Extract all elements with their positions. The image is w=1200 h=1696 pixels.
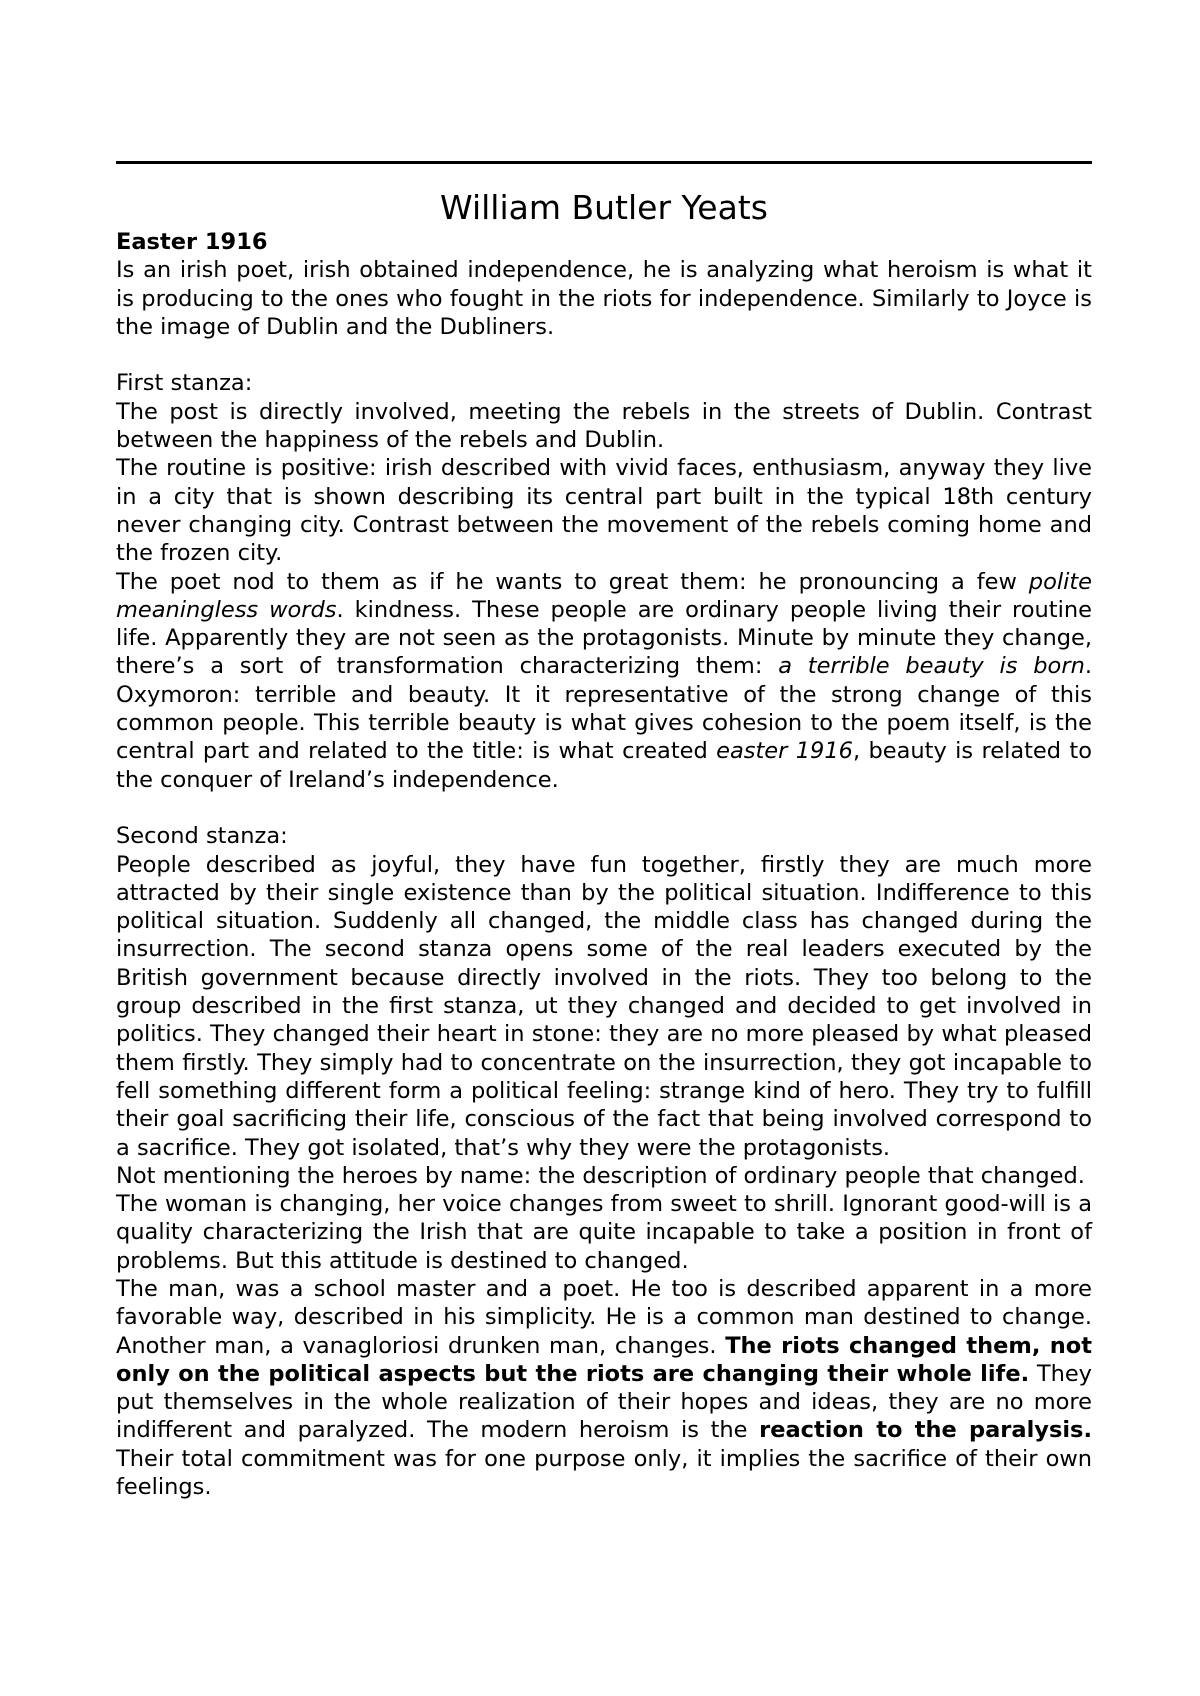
second-stanza-paragraph-4 bbox=[116, 1275, 1092, 1501]
header-rule bbox=[116, 161, 1092, 164]
second-stanza-label: Second stanza: bbox=[116, 823, 288, 850]
text-run: They put themselves in the whole realization of their hopes and ideas, they are no more indifferent and paralyzed. The modern heroism is the bbox=[116, 1360, 1092, 1444]
text-run: . Oxymoron: terrible and beauty. It it representative of the strong change of this common people. This terrible beauty is what gives cohesion to the poem itself, is the central part and related to the title: is what created bbox=[116, 653, 1092, 765]
document-body bbox=[116, 228, 1092, 1501]
document-page bbox=[116, 0, 1092, 1696]
second-stanza-paragraph-2: Not mentioning the heroes by name: the description of ordinary people that changed. bbox=[116, 1162, 1085, 1189]
first-stanza-paragraph-1: The post is directly involved, meeting the rebels in the streets of Dublin. Contrast between the happiness of the rebels and Dublin. bbox=[116, 398, 1092, 454]
text-run: The poet nod to them as if he wants to great them: he pronouncing a few bbox=[116, 568, 1029, 595]
text-run: . kindness. These people are ordinary people living their routine life. Apparently they are not seen as the protagonists. Minute by minute they change, there’s a sort of transformation characterizing them: bbox=[116, 596, 1092, 680]
second-stanza-paragraph-3: The woman is changing, her voice changes from sweet to shrill. Ignorant good-will is a quality characterizing the Irish that are quite incapable to take a position in front of problems. But this attitude is destined to changed. bbox=[116, 1191, 1092, 1274]
text-run: , beauty is related to the conquer of Ireland’s independence. bbox=[116, 738, 1092, 793]
first-stanza-paragraph-3 bbox=[116, 568, 1092, 794]
first-stanza-label: First stanza: bbox=[116, 370, 253, 397]
spacer bbox=[116, 794, 1092, 822]
italic-quote: easter 1916 bbox=[716, 738, 853, 765]
first-stanza-paragraph-2: The routine is positive: irish described with vivid faces, enthusiasm, anyway they live in a city that is shown describing its central part built in the typical 18th century never changing city. Contrast between the movement of the rebels coming home and the frozen city. bbox=[116, 455, 1092, 567]
intro-paragraph: Is an irish poet, irish obtained independence, he is analyzing what heroism is what it is producing to the ones who fought in the riots for independence. Similarly to Joyce is the image of Dublin and the Dubliners. bbox=[116, 257, 1092, 340]
italic-quote: a terrible beauty is born bbox=[778, 653, 1085, 680]
second-stanza-paragraph-1: People described as joyful, they have fun together, firstly they are much more attracted by their single existence than by the political situation. Indifference to this political situation. Suddenly all changed, the middle class has changed during the insurrection. The second stanza opens some of the real leaders executed by the British government because directly involved in the riots. They too belong to the group described in the first stanza, ut they changed and decided to get involved in politics. They changed their heart in stone: they are no more pleased by what pleased them firstly. They simply had to concentrate on the insurrection, they got incapable to fell something different form a political feeling: strange kind of hero. They try to fulfill their goal sacrificing their life, conscious of the fact that being involved correspond to a sacrifice. They got isolated, that’s why they were the protagonists. bbox=[116, 851, 1092, 1161]
text-run: Their total commitment was for one purpose only, it implies the sacrifice of their own feelings. bbox=[116, 1445, 1092, 1501]
bold-emphasis: reaction to the paralysis. bbox=[759, 1417, 1092, 1444]
italic-quote: polite meaningless words bbox=[116, 568, 1092, 623]
spacer bbox=[116, 341, 1092, 369]
poem-title: Easter 1916 bbox=[116, 229, 268, 255]
document-title: William Butler Yeats bbox=[440, 188, 768, 227]
bold-emphasis: The riots changed them, not only on the political aspects but the riots are changing their whole life. bbox=[116, 1332, 1092, 1387]
text-run: The man, was a school master and a poet. He too is described apparent in a more favorable way, described in his simplicity. He is a common man destined to change. Another man, a vanagloriosi drunken man, changes. bbox=[116, 1275, 1092, 1359]
